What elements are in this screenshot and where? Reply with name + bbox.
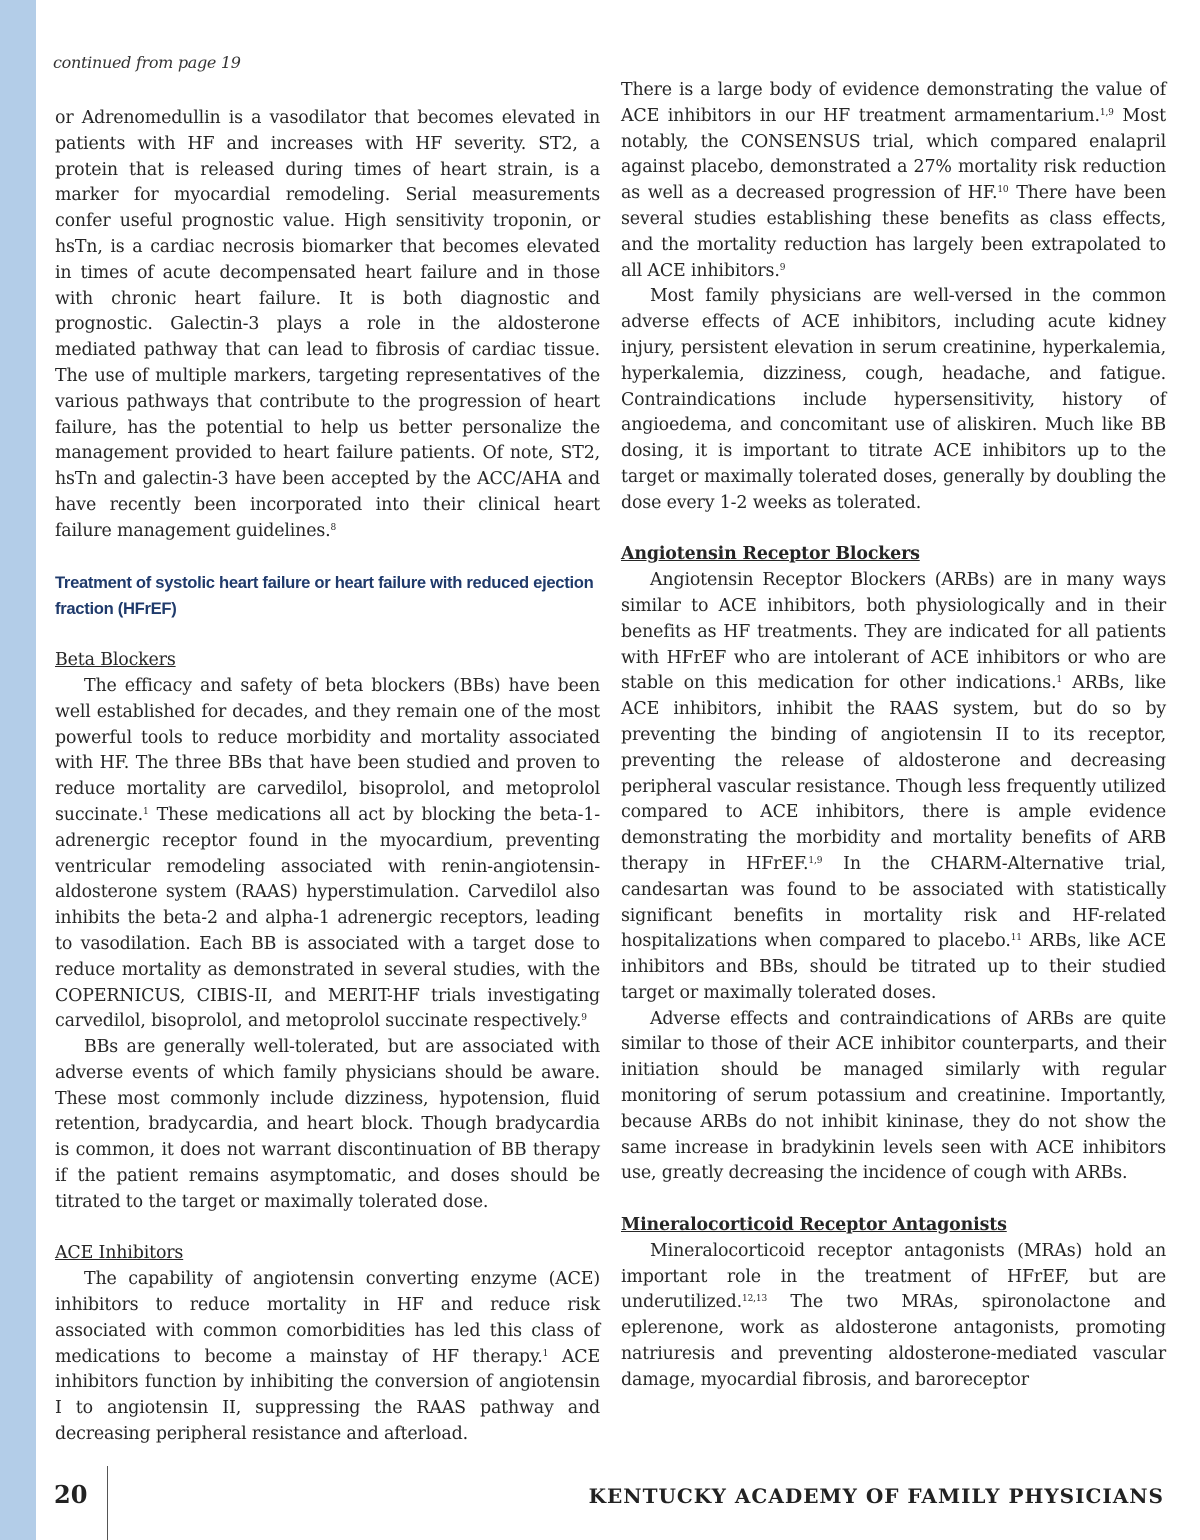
arb-heading: Angiotensin Receptor Blockers [621,544,920,565]
text-run: ACE inhibitors function by inhibiting the conversion of angiotensin I to angiotensin II, suppressing the RAAS pathway and decreasing peripheral resistance and afterload. [55,1346,600,1445]
beta-blockers-adverse-paragraph [55,1035,600,1216]
text-run: or Adrenomedullin is a vasodilator that becomes elevated in patients with HF and increases with HF severity. ST2, a protein that is released during times of heart strain, is a marker for myocardial remodeling. Serial measurements confer useful prognostic value. High sensitivity troponin, or hsTn, is a cardiac necrosis biomarker that becomes elevated in times of acute decompensated heart failure and in those with chronic heart failure. It is both diagnostic and prognostic. Galectin-3 plays a role in the aldosterone mediated pathway that can lead to fibrosis of cardiac tissue. The use of multiple markers, targeting representatives of the various pathways that contribute to the progression of heart failure, has the potential to help us better personalize the management provided to heart failure patients. Of note, ST2, hsTn and galectin-3 have been accepted by the ACC/AHA and have recently been incorporated into their clinical heart failure management guidelines. [55,108,600,541]
ace-inhibitors-heading: ACE Inhibitors [55,1243,184,1264]
citation-superscript: 9 [779,262,786,273]
biomarkers-paragraph [55,106,600,545]
continued-note: continued from page 19 [53,53,241,72]
mra-paragraph [621,1239,1166,1394]
text-run: There have been several studies establishing these benefits as class effects, and the mortality reduction has largely been extrapolated to all ACE inhibitors. [621,183,1166,281]
beta-blockers-paragraph [55,674,600,1035]
publication-title: KENTUCKY ACADEMY OF FAMILY PHYSICIANS [588,1484,1164,1508]
citation-superscript: 10 [997,185,1009,196]
arb-adverse-paragraph [621,1007,1166,1188]
text-run: Adverse effects and contraindications of ARBs are quite similar to those of their ACE inhibitor counterparts, and their initiation should be managed similarly with regular monitoring of serum potassium and creatinine. Importantly, because ARBs do not inhibit kininase, they do not show the same increase in bradykinin levels seen with ACE inhibitors use, greatly decreasing the incidence of cough with ARBs. [621,1008,1166,1184]
ace-evidence-paragraph [621,78,1166,284]
left-color-bar [0,0,36,1540]
footer-divider [107,1466,108,1540]
text-run: Mineralocorticoid receptor antagonists (MRAs) hold an important role in the treatment of HFrEF, but are underutilized. [621,1240,1166,1313]
beta-blockers-heading: Beta Blockers [55,650,176,671]
citation-superscript: 1 [1056,675,1062,686]
mra-heading: Mineralocorticoid Receptor Antagonists [621,1215,1007,1236]
arb-paragraph [621,568,1166,1007]
text-run: ARBs, like ACE inhibitors, inhibit the RAAS system, but do so by preventing the binding of angiotensin II to its receptor, preventing the release of aldosterone and decreasing peripheral vascular resistance. Though less frequently utilized compared to ACE inhibitors, there is ample evidence demonstrating the morbidity and mortality benefits of ARB therapy in HFrEF. [621,673,1166,874]
text-run: In the CHARM-Alternative trial, candesartan was found to be associated with statistically significant benefits in mortality risk and HF-related hospitalizations when compared to placebo. [621,853,1166,952]
text-run: Angiotensin Receptor Blockers (ARBs) are in many ways similar to ACE inhibitors, both physiologically and in their benefits as HF treatments. They are indicated for all patients with HFrEF who are intolerant of ACE inhibitors or who are stable on this medication for other indications. [621,570,1166,694]
text-run: The two MRAs, spironolactone and eplerenone, work as aldosterone antagonists, promoting natriuresis and preventing aldosterone-mediated vascular damage, myocardial fibrosis, and baroreceptor [621,1292,1166,1390]
citation-superscript: 1 [542,1348,549,1359]
text-run: These medications all act by blocking the beta-1-adrenergic receptor found in the myocardium, preventing ventricular remodeling associated with renin-angiotensin-aldosterone system (RAAS) hyperstimulation. Carvedilol also inhibits the beta-2 and alpha-1 adrenergic receptors, leading to vasodilation. Each BB is associated with a target dose to reduce mortality as demonstrated in several studies, with the COPERNICUS, CIBIS-II, and MERIT-HF trials investigating carvedilol, bisoprolol, and metoprolol succinate respectively. [55,804,600,1032]
text-run: BBs are generally well-tolerated, but are associated with adverse events of which family physicians should be aware. These most commonly include dizziness, hypotension, fluid retention, bradycardia, and heart block. Though bradycardia is common, it does not warrant discontinuation of BB therapy if the patient remains asymptomatic, and doses should be titrated to the target or maximally tolerated dose. [55,1037,600,1212]
citation-superscript: 12,13 [742,1294,768,1305]
citation-superscript: 9 [581,1013,587,1024]
ace-inhibitors-paragraph [55,1267,600,1448]
citation-superscript: 1 [143,806,149,817]
citation-superscript: 1,9 [1099,107,1114,118]
text-run: ARBs, like ACE inhibitors and BBs, should be titrated up to their studied target or maximally tolerated doses. [621,931,1167,1003]
page-number: 20 [54,1480,88,1509]
text-run: The capability of angiotensin converting enzyme (ACE) inhibitors to reduce mortality in HF and reduce risk associated with common comorbidities has led this class of medications to become a mainstay of HF therapy. [55,1269,600,1367]
citation-superscript: 1,9 [808,855,823,866]
ace-adverse-paragraph [621,284,1166,516]
left-column [55,106,600,1448]
text-run: There is a large body of evidence demonstrating the value of ACE inhibitors in our HF treatment armamentarium. [621,80,1166,126]
text-run: Most family physicians are well-versed in the common adverse effects of ACE inhibitors, including acute kidney injury, persistent elevation in serum creatinine, hyperkalemia, hyperkalemia, dizziness, cough, headache, and fatigue. Contraindications include hypersensitivity, history of angioedema, and concomitant use of aliskiren. Much like BB dosing, it is important to titrate ACE inhibitors up to the target or maximally tolerated doses, generally by doubling the dose every 1-2 weeks as tolerated. [621,286,1166,513]
text-run: The efficacy and safety of beta blockers (BBs) have been well established for decades, and they remain one of the most powerful tools to reduce morbidity and mortality associated with HF. The three BBs that have been studied and proven to reduce mortality are carvedilol, bisoprolol, and metoprolol succinate. [55,675,600,825]
citation-superscript: 8 [330,522,337,533]
text-run: Most notably, the CONSENSUS trial, which compared enalapril against placebo, demonstrated a 27% mortality risk reduction as well as a decreased progression of HF. [621,105,1167,204]
right-column [621,78,1166,1394]
treatment-subheading: Treatment of systolic heart failure or heart failure with reduced ejection fraction (HFrEF) [55,573,594,619]
citation-superscript: 11 [1010,933,1022,944]
